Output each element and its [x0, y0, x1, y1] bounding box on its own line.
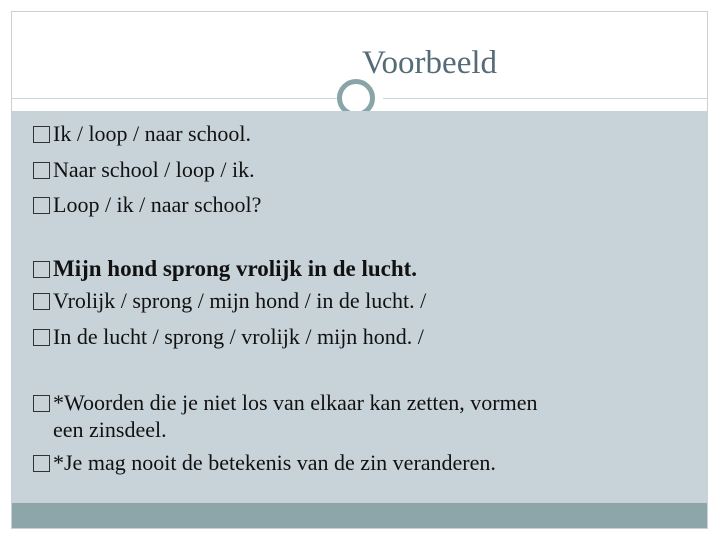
bullet-box-icon: [33, 261, 50, 278]
list-item-text: Naar school / loop / ik.: [53, 157, 255, 182]
list-item-text: Vrolijk / sprong / mijn hond / in de lucht. /: [53, 288, 427, 313]
list-item-text: *Woorden die je niet los van elkaar kan zetten, vormen: [53, 390, 538, 415]
list-item: [33, 390, 538, 415]
list-item-text: In de lucht / sprong / vrolijk / mijn hond. /: [53, 324, 424, 349]
list-item: [33, 450, 496, 475]
title-divider-right: [383, 98, 707, 99]
list-item-text: *Je mag nooit de betekenis van de zin veranderen.: [53, 450, 496, 475]
bullet-box-icon: [33, 455, 50, 472]
list-item: [33, 288, 426, 313]
bullet-box-icon: [33, 197, 50, 214]
list-item: [33, 121, 251, 146]
bullet-box-icon: [33, 126, 50, 143]
list-item: [33, 324, 424, 349]
list-item: [33, 157, 255, 182]
bullet-box-icon: [33, 293, 50, 310]
slide-title: Voorbeeld: [361, 45, 498, 81]
list-item-continuation: een zinsdeel.: [53, 417, 167, 442]
list-item-text: Ik / loop / naar school.: [53, 121, 251, 146]
bullet-box-icon: [33, 395, 50, 412]
bullet-box-icon: [33, 162, 50, 179]
list-item: [33, 256, 417, 281]
list-item-text: Loop / ik / naar school?: [53, 192, 262, 217]
title-divider-left: [12, 98, 337, 99]
bullet-box-icon: [33, 329, 50, 346]
list-item-text: Mijn hond sprong vrolijk in de lucht.: [53, 256, 418, 281]
bottom-accent-bar: [12, 503, 707, 528]
list-item: [33, 192, 261, 217]
